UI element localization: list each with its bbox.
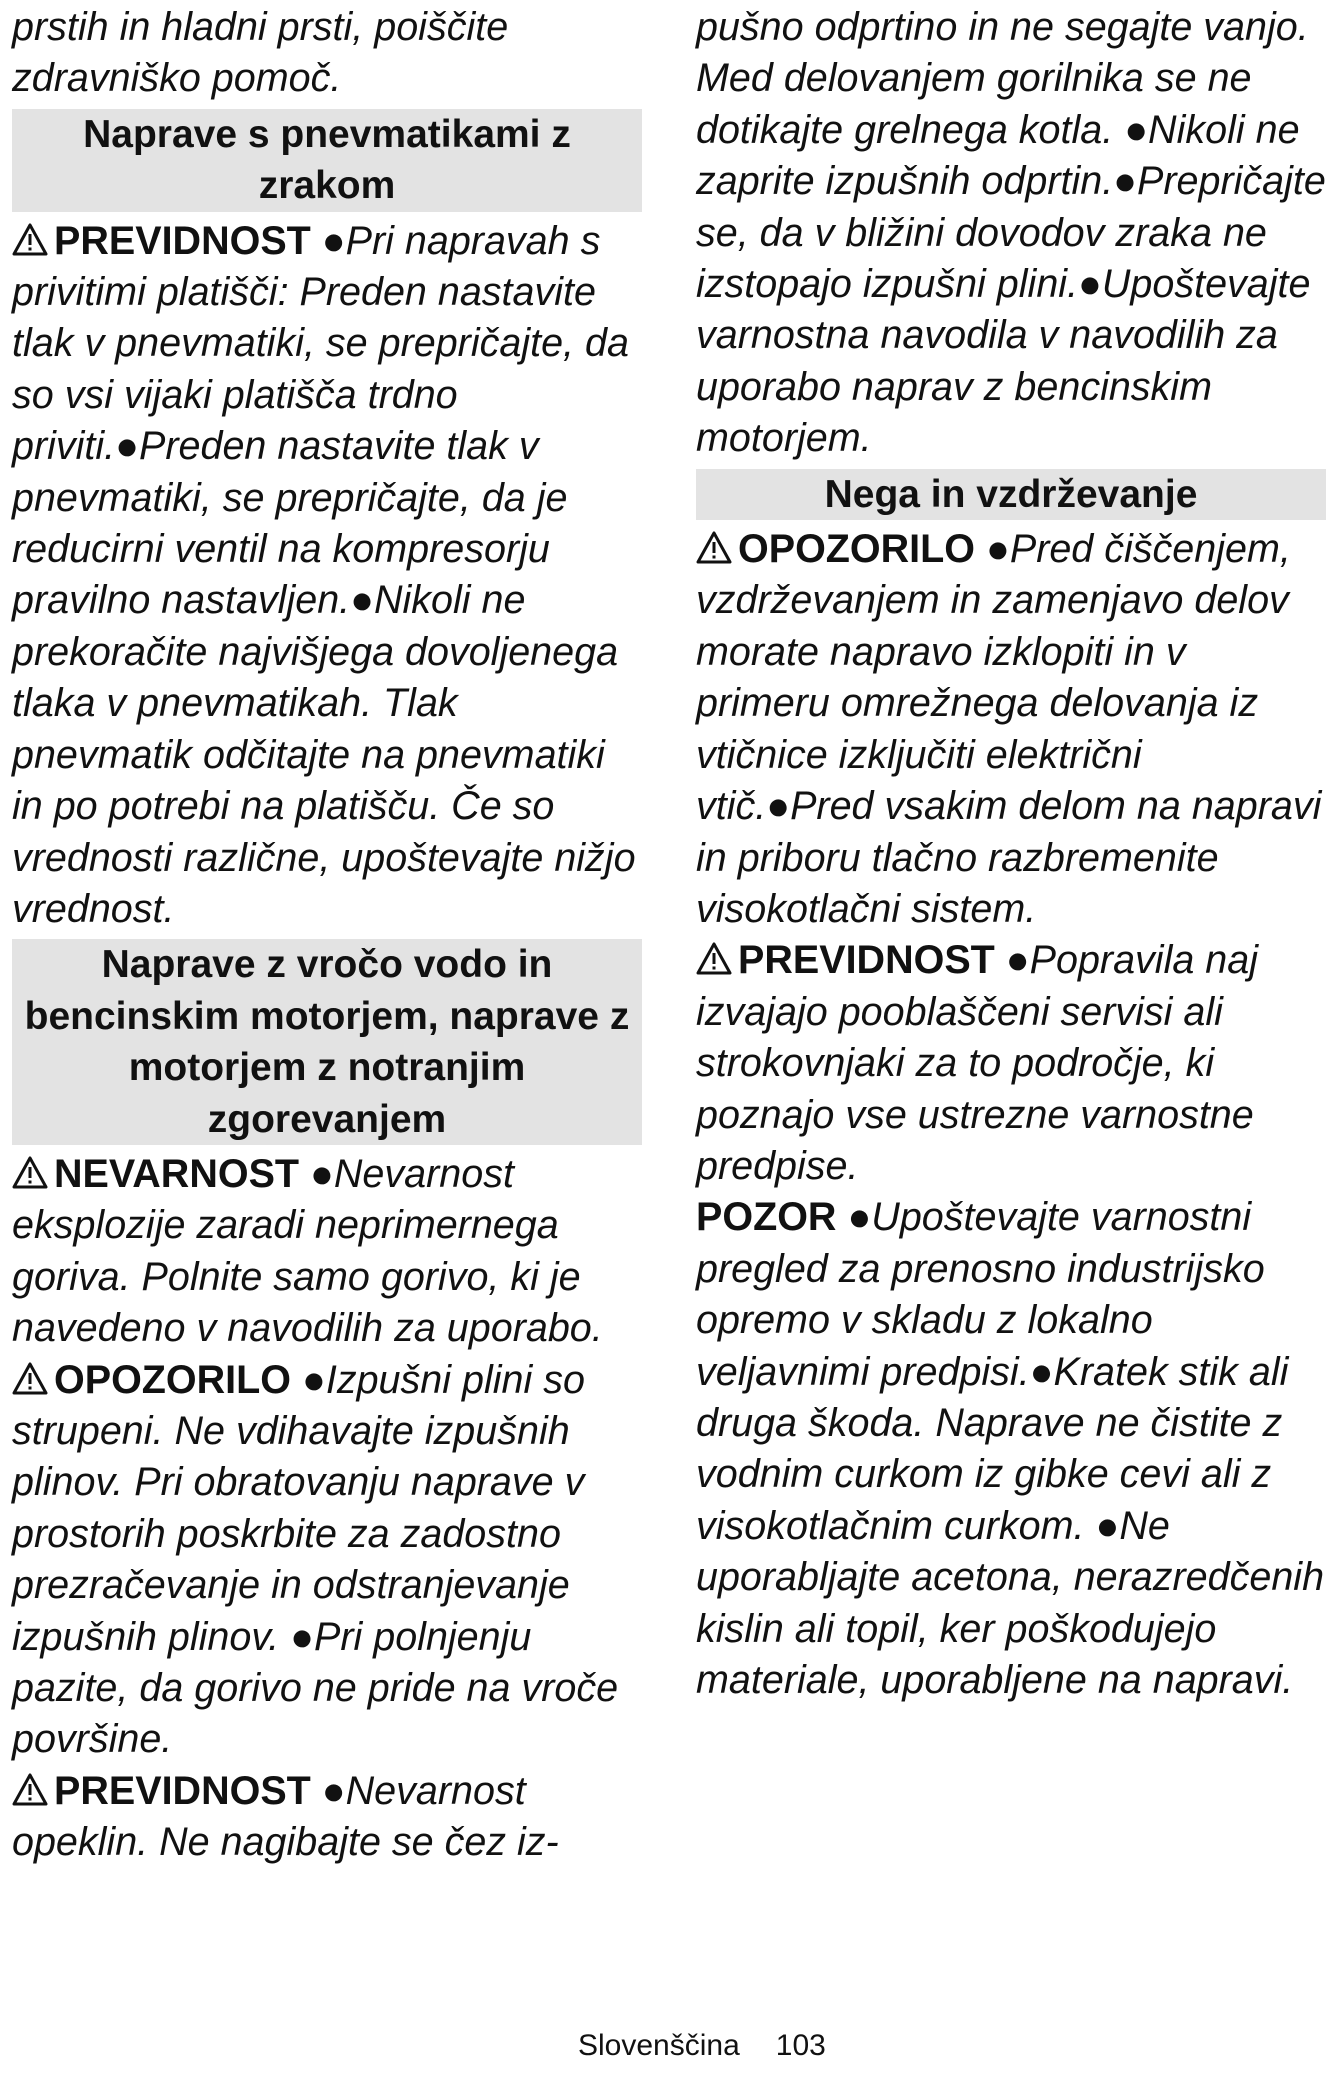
page-number: 103 (775, 2029, 826, 2062)
intro-paragraph: prstih in hladni prsti, poiščite zdravniško pomoč. (12, 5, 509, 101)
footer-language: Slovenščina (578, 2029, 740, 2062)
engines-danger-paragraph (12, 1149, 642, 1355)
section-heading-maintenance: Nega in vzdrževanje (696, 469, 1326, 520)
section-heading-engines: Naprave z vročo vodo in bencinskim motorjem, naprave z motorjem z notranjim zgorevanjem (12, 939, 642, 1145)
warning-keyword: OPOZORILO (738, 527, 975, 572)
warning-keyword: OPOZORILO (54, 1357, 291, 1402)
page-footer (578, 2026, 826, 2066)
right-column (696, 2, 1326, 1706)
caution-text: ●Pri napravah s privitimi platišči: Preden nastavite tlak v pnevmatiki, se prepričajte, da so vsi vijaki platišča trdno priviti.●Preden nastavite tlak v pnevmatiki, se prepričajte, da je reducirni ventil na kompresorju pravilno nastavljen.●Nikoli ne prekoračite najvišjega dovoljenega tlaka v pnevmatikah. Tlak pnevmatik odčitajte na pnevmatiki in po potrebi na platišču. Če so vrednosti različne, upoštevajte nižjo vrednost. (12, 218, 636, 931)
warning-triangle-icon (12, 1362, 48, 1396)
danger-keyword: NEVARNOST (54, 1151, 300, 1196)
caution-keyword: PREVIDNOST (54, 218, 311, 263)
warning-triangle-icon (12, 223, 48, 257)
warning-triangle-icon (12, 1156, 48, 1190)
section-heading-tires: Naprave s pnevmatikami z zrakom (12, 109, 642, 212)
engines-warning-paragraph (12, 1355, 642, 1766)
tires-caution-paragraph (12, 216, 642, 936)
maintenance-notice-paragraph (696, 1192, 1326, 1706)
notice-keyword: POZOR (696, 1195, 837, 1240)
maintenance-warning-paragraph (696, 524, 1326, 935)
caution-keyword: PREVIDNOST (738, 938, 995, 983)
caution-text: ●Nevarnost opeklin. Ne nagibajte se čez iz- (12, 1768, 559, 1865)
warning-triangle-icon (696, 531, 732, 565)
notice-text: ●Upoštevajte varnostni pregled za prenosno industrijsko opremo v skladu z lokalno veljavnimi predpisi.●Kratek stik ali druga škoda. Naprave ne čistite z vodnim curkom iz gibke cevi ali z visokotlačnim curkom. ●Ne uporabljajte acetona, nerazredčenih kislin ali topil, ker poškodujejo materiale, uporabljene na napravi. (696, 1195, 1325, 1702)
danger-text: ●Nevarnost eksplozije zaradi neprimernega goriva. Polnite samo gorivo, ki je navedeno v navodilih za uporabo. (12, 1151, 603, 1351)
warning-triangle-icon (12, 1773, 48, 1807)
warning-text: ●Pred čiščenjem, vzdrževanjem in zamenjavo delov morate napravo izklopiti in v primeru omrežnega delovanja iz vtičnice izključiti električni vtič.●Pred vsakim delom na napravi in priboru tlačno razbremenite visokotlačni sistem. (696, 527, 1322, 931)
maintenance-caution-paragraph (696, 935, 1326, 1192)
caution-keyword: PREVIDNOST (54, 1768, 311, 1813)
left-column (12, 2, 642, 1869)
warning-text: ●Izpušni plini so strupeni. Ne vdihavajte izpušnih plinov. Pri obratovanju naprave v prostorih poskrbite za zadostno prezračevanje in odstranjevanje izpušnih plinov. ●Pri polnjenju pazite, da gorivo ne pride na vroče površine. (12, 1357, 619, 1762)
continuation-paragraph: pušno odprtino in ne segajte vanjo. Med delovanjem gorilnika se ne dotikajte grelnega kotla. ●Nikoli ne zaprite izpušnih odprtin.●Prepričajte se, da v bližini dovodov zraka ne izstopajo izpušni plini.●Upoštevajte varnostna navodila v navodilih za uporabo naprav z bencinskim motorjem. (696, 5, 1326, 461)
caution-text: ●Popravila naj izvajajo pooblaščeni servisi ali strokovnjaki za to področje, ki poznajo vse ustrezne varnostne predpise. (696, 938, 1258, 1188)
engines-caution-paragraph (12, 1766, 642, 1869)
warning-triangle-icon (696, 942, 732, 976)
